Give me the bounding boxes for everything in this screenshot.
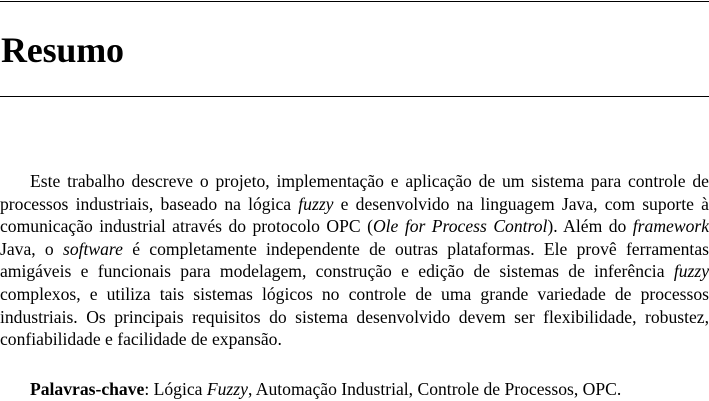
abstract-paragraph <box>0 170 709 351</box>
keywords-line <box>30 378 621 400</box>
page-title: Resumo <box>1 30 124 70</box>
term-framework: framework <box>632 216 709 237</box>
term-software: software <box>62 238 123 259</box>
title-rule <box>0 96 709 97</box>
abstract-text-5: é completamente independente de outras plataformas. Ele provê ferramentas amigáveis e funcionais para modelagem, construção e edição de sistemas de inferência <box>0 238 709 282</box>
abstract-text-6: complexos, e utiliza tais sistemas lógicos no controle de uma grande variedade de processos industriais. Os principais requisitos do sistema desenvolvido devem ser flexibilidade, robustez, confiabilidade e facilidade de expansão. <box>0 283 709 350</box>
term-opc-expansion: Ole for Process Control <box>372 216 548 237</box>
term-fuzzy: fuzzy <box>298 193 334 214</box>
top-rule <box>0 1 709 2</box>
term-fuzzy-2: fuzzy <box>673 261 709 282</box>
abstract-text-1: Este trabalho descreve o projeto, implementação e aplicação de um sistema para controle de processos industriais, baseado na lógica <box>0 171 709 214</box>
abstract-text-3: ). Além do <box>547 216 633 237</box>
keywords-text-2: , Automação Industrial, Controle de Processos, OPC. <box>247 379 622 399</box>
abstract-text-4: Java, o <box>0 238 63 259</box>
abstract-text-2: e desenvolvido na linguagem Java, com suporte à comunicação industrial através do protocolo OPC ( <box>0 193 709 237</box>
keywords-label: Palavras-chave <box>30 379 145 399</box>
keyword-fuzzy: Fuzzy <box>206 379 248 399</box>
keywords-text-1: : Lógica <box>144 379 207 399</box>
